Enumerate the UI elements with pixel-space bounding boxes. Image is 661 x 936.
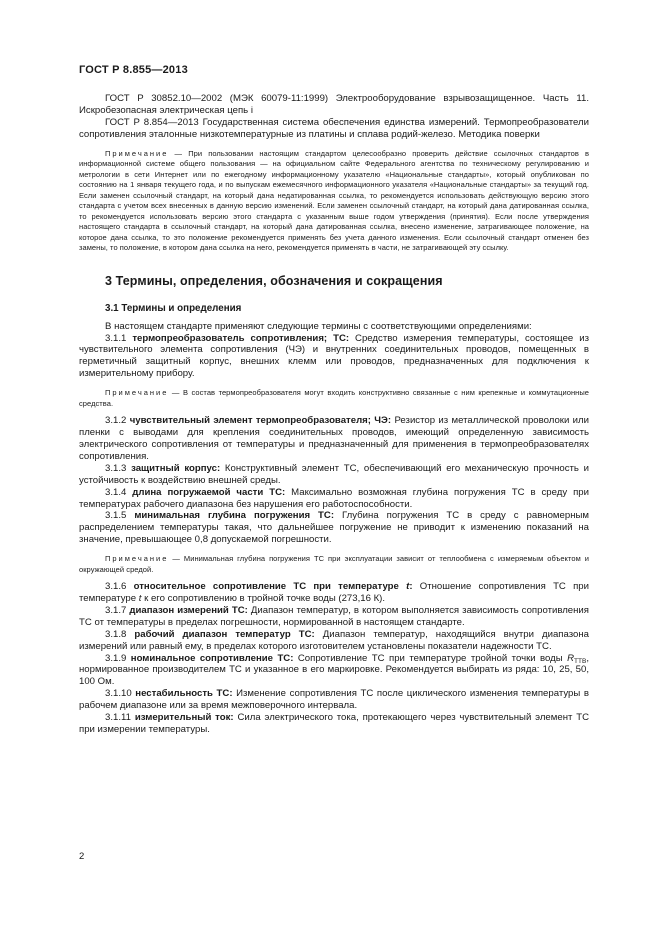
note-normative-references bbox=[79, 149, 589, 254]
term-definition: Глубина погружения ТС в среду с равномерным распределением температуры такая, что дальнейшее погружение не приводит к изменению показаний на значение, превышающее 0,8 допускаемой погрешности. bbox=[79, 510, 589, 546]
term-definition: Конструктивный элемент ТС, обеспечивающий его механическую прочность и устойчивость к воздействию внешней среды. bbox=[79, 462, 590, 486]
term-entry bbox=[79, 653, 589, 689]
note-label: Примечание bbox=[105, 148, 169, 158]
term-title: длина погружаемой части ТС: bbox=[132, 486, 286, 498]
note-text: — При пользовании настоящим стандартом целесообразно проверить действие ссылочных стандартов в информационной системе общего пользования — на официальном сайте Федерального агентства по техническому регулированию и метрологии в сети Интернет или по ежегодному информационному указателю «Национальные стандарты», который опубликован по состоянию на 1 января текущего года, и по выпускам ежемесячного информационного указателя «Национальные стандарты» за текущий год. Если заменен ссылочный стандарт, на который дана недатированная ссылка, то рекомендуется использовать действующую версию этого стандарта с учетом всех внесенных в данную версию изменений. Если заменен ссылочный стандарт, на который дана датированная ссылка, то рекомендуется использовать версию этого стандарта с указанным выше годом утверждения (принятия). Если после утверждения настоящего стандарта в ссылочный стандарт, на который дана датированная ссылка, внесено изменение, затрагивающее положение, на которое дана ссылка, то это положение рекомендуется применять без учета данного изменения. Если ссылочный стандарт отменен без замены, то положение, в котором дана ссылка на него, рекомендуется применять в части, не затрагивающей эту ссылку. bbox=[79, 148, 589, 253]
term-definition: Сопротивление ТС при температуре тройной точки воды bbox=[297, 652, 563, 664]
term-entry bbox=[79, 605, 589, 629]
note-label: Примечание bbox=[105, 554, 169, 564]
resistance-symbol: R bbox=[567, 652, 575, 664]
term-title: измерительный ток: bbox=[134, 712, 234, 724]
page-number: 2 bbox=[79, 851, 85, 862]
note-text: — Минимальная глубина погружения ТС при эксплуатации зависит от теплообмена с измеряемым объектом и окружающей средой. bbox=[79, 554, 589, 574]
term-variable: t bbox=[406, 581, 410, 593]
term-title: чувствительный элемент термопреобразователя; ЧЭ: bbox=[129, 415, 392, 427]
term-number: 3.1.6 bbox=[105, 581, 127, 593]
term-number: 3.1.3 bbox=[105, 462, 127, 474]
term-definition: Диапазон температур, в котором выполняется зависимость сопротивления ТС от температуры в пределах погрешности, нормированной в настоящем стандарте. bbox=[79, 604, 589, 628]
term-title bbox=[134, 581, 413, 592]
term-title: рабочий диапазон температур ТС: bbox=[134, 628, 315, 640]
term-entry bbox=[79, 688, 589, 712]
term-definition: Средство измерения температуры, состоящее из чувствительного элемента сопротивления (ЧЭ) и внутренних соединительных проводов, помещенных в герметичный защитный корпус, внешних клемм или проводов, предназначенных для подключения к измерительному прибору. bbox=[79, 332, 589, 380]
term-title: нестабильность ТС: bbox=[135, 688, 233, 700]
note-term bbox=[79, 388, 589, 409]
term-number: 3.1.1 bbox=[105, 332, 127, 344]
term-number: 3.1.7 bbox=[105, 604, 127, 616]
term-number: 3.1.2 bbox=[105, 415, 127, 427]
term-entry bbox=[79, 581, 589, 605]
term-entry bbox=[79, 415, 589, 463]
definition-variable: t bbox=[138, 593, 142, 605]
term-number: 3.1.4 bbox=[105, 486, 127, 498]
term-title: защитный корпус: bbox=[131, 462, 221, 474]
note-term bbox=[79, 554, 589, 575]
term-number: 3.1.8 bbox=[105, 628, 127, 640]
term-definition-tail: , нормированное производителем ТС и указанное в его маркировке. Рекомендуется выбирать из ряда: 10, 25, 50, 100 Ом. bbox=[79, 652, 589, 688]
term-title-text: относительное сопротивление ТС при температуре bbox=[133, 581, 399, 593]
term-entry bbox=[79, 463, 589, 487]
subsection-heading: 3.1 Термины и определения bbox=[105, 302, 242, 314]
term-number: 3.1.11 bbox=[105, 712, 131, 724]
term-entry bbox=[79, 712, 589, 736]
term-number: 3.1.10 bbox=[105, 688, 132, 700]
term-number: 3.1.9 bbox=[105, 652, 127, 664]
term-definition-tail: к его сопротивлению в тройной точке воды (273,16 К). bbox=[144, 593, 386, 605]
resistance-symbol-subscript: ТТВ bbox=[574, 657, 587, 665]
term-title: номинальное сопротивление ТС: bbox=[130, 652, 294, 664]
term-definition: Изменение сопротивления ТС после циклического изменения температуры в рабочем диапазоне или за время межповерочного интервала. bbox=[79, 688, 589, 712]
term-entry bbox=[79, 333, 589, 381]
term-entry bbox=[79, 629, 589, 653]
term-number: 3.1.5 bbox=[105, 510, 127, 522]
note-label: Примечание bbox=[105, 388, 169, 398]
term-definition: Отношение сопротивления ТС при температуре bbox=[79, 581, 589, 605]
term-definition: Резистор из металлической проволоки или пленки с выводами для крепления соединительных проводов, имеющий определенную зависимость электрического сопротивления от температуры и предназначенный для применения в термопреобразователях сопротивления. bbox=[79, 415, 589, 462]
reference-entry: ГОСТ Р 8.854—2013 Государственная система обеспечения единства измерений. Термопреобразователи сопротивления эталонные низкотемпературные из платины и сплава родий-железо. Методика поверки bbox=[79, 116, 589, 140]
term-definition: Максимально возможная глубина погружения ТС в среду при температурах рабочего диапазона без нарушения его работоспособности. bbox=[79, 486, 589, 510]
term-title: диапазон измерений ТС: bbox=[129, 604, 248, 616]
term-entry bbox=[79, 510, 589, 546]
term-definition: Сила электрического тока, протекающего через чувствительный элемент ТС при измерении температуры. bbox=[79, 712, 590, 735]
note-text: — В состав термопреобразователя могут входить конструктивно связанные с ним крепежные и коммутационные средства. bbox=[79, 388, 589, 408]
reference-entry: ГОСТ Р 30852.10—2002 (МЭК 60079-11:1999) Электрооборудование взрывозащищенное. Часть 11. Искробезопасная электрическая цепь i bbox=[79, 93, 589, 116]
page-content bbox=[79, 93, 589, 736]
document-code-header: ГОСТ Р 8.855—2013 bbox=[79, 64, 188, 76]
term-definition: Диапазон температур, находящийся внутри диапазона измерений или равный ему, в пределах которого изготовителем установлены показатели надежности ТС. bbox=[79, 628, 589, 652]
term-title-colon: : bbox=[409, 581, 413, 593]
section-intro: В настоящем стандарте применяют следующие термины с соответствующими определениями: bbox=[105, 320, 532, 332]
term-title: минимальная глубина погружения ТС: bbox=[134, 510, 335, 522]
term-entry bbox=[79, 487, 589, 511]
term-title: термопреобразователь сопротивления; ТС: bbox=[132, 332, 350, 344]
section-heading: 3 Термины, определения, обозначения и сокращения bbox=[105, 273, 443, 288]
